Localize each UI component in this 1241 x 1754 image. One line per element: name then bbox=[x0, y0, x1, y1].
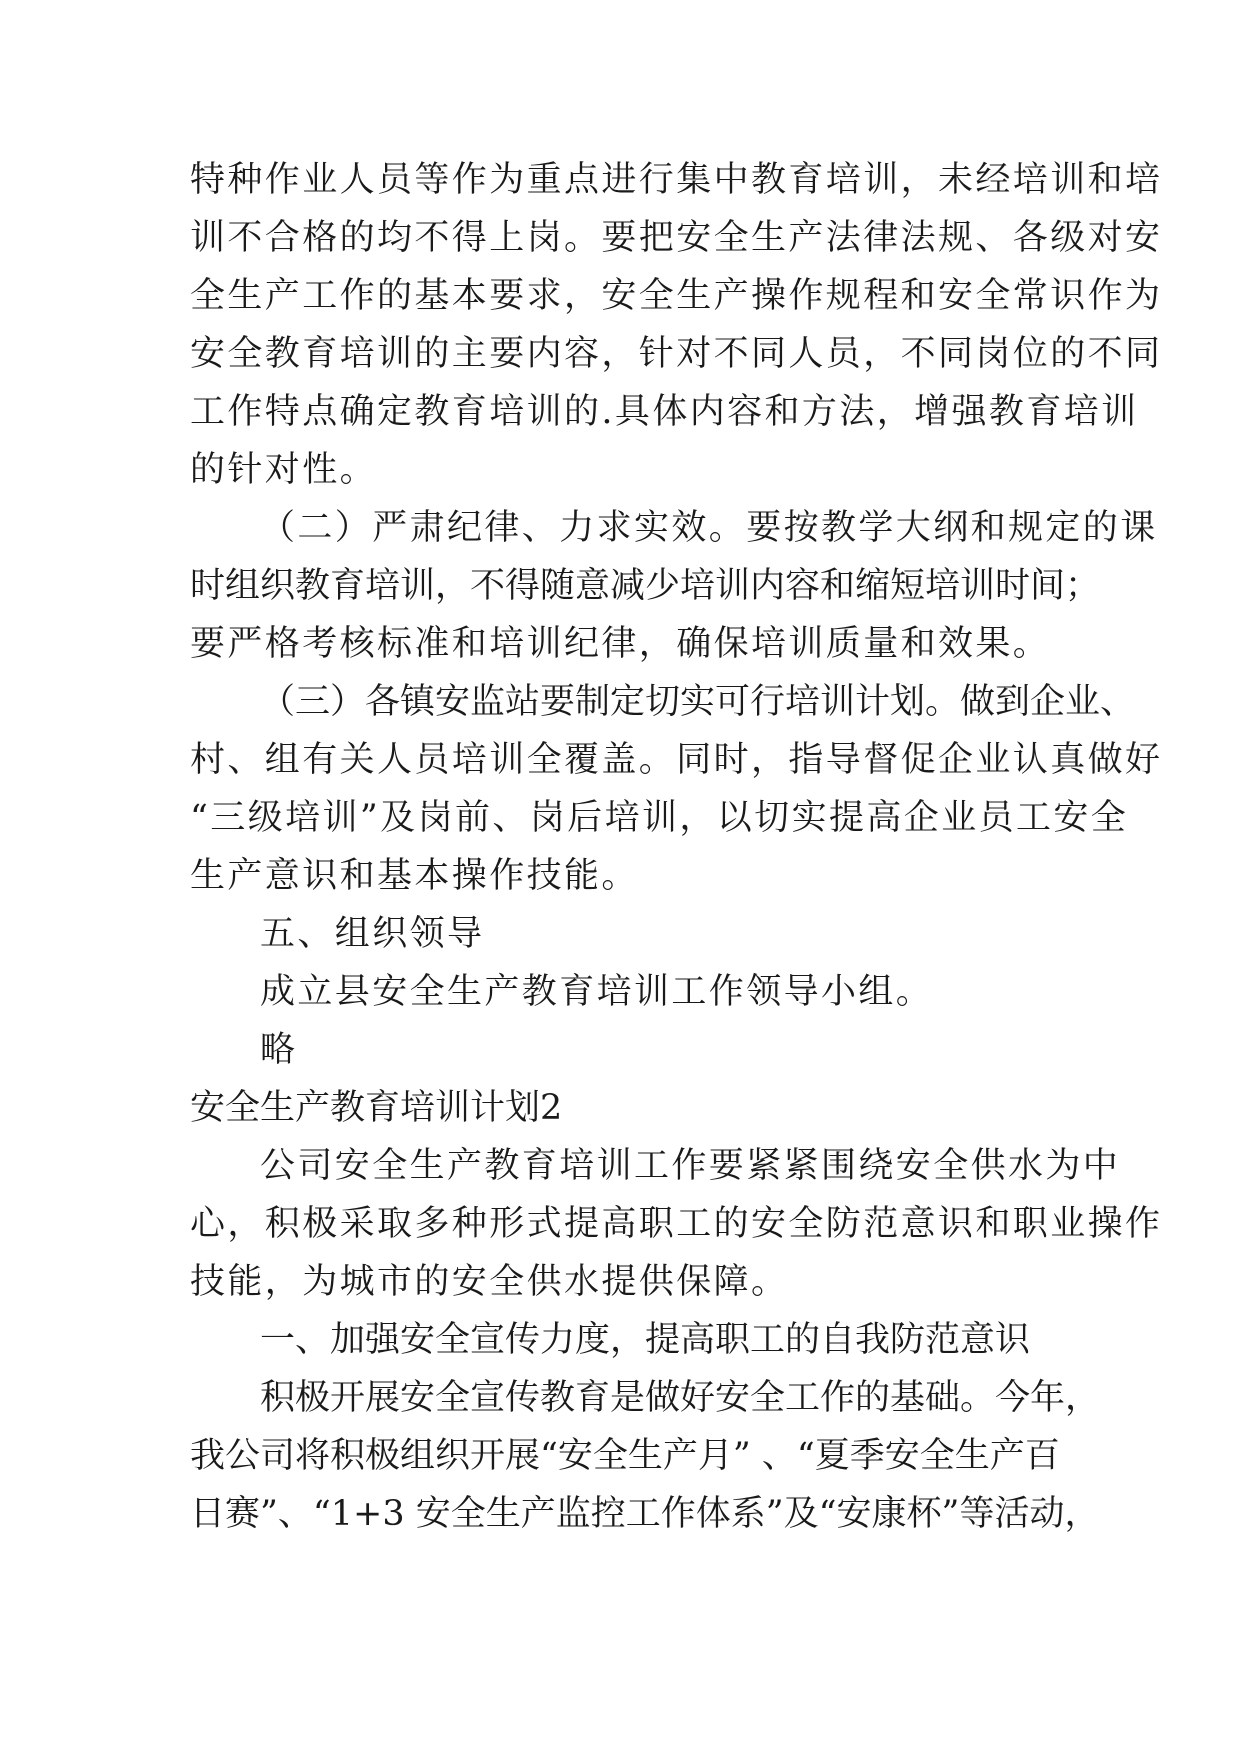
body-text-line: 的针对性。 bbox=[190, 450, 378, 490]
body-text-line: 全生产工作的基本要求，安全生产操作规程和安全常识作为 bbox=[190, 276, 1163, 316]
body-text-line: 心，积极采取多种形式提高职工的安全防范意识和职业操作 bbox=[190, 1204, 1163, 1244]
body-text-line: 生产意识和基本操作技能。 bbox=[190, 856, 639, 896]
section-two-heading-line: （二）严肃纪律、力求实效。要按教学大纲和规定的课 bbox=[260, 508, 1158, 548]
body-text-line: 特种作业人员等作为重点进行集中教育培训，未经培训和培 bbox=[190, 160, 1163, 200]
body-text-line: “三级培训”及岗前、岗后培训，以切实提高企业员工安全 bbox=[190, 798, 1129, 838]
body-text-line: 公司安全生产教育培训工作要紧紧围绕安全供水为中 bbox=[260, 1146, 1121, 1186]
section-three-heading-line: （三）各镇安监站要制定切实可行培训计划。做到企业、 bbox=[260, 682, 1136, 722]
body-text-line: 要严格考核标准和培训纪律，确保培训质量和效果。 bbox=[190, 624, 1051, 664]
section-five-heading: 五、组织领导 bbox=[260, 914, 485, 954]
body-text-line: 时组织教育培训，不得随意减少培训内容和缩短培训时间； bbox=[190, 566, 1101, 606]
body-text-line: 日赛”、“1+3 安全生产监控工作体系”及“安康杯”等活动， bbox=[190, 1494, 1100, 1534]
body-text-line: 训不合格的均不得上岗。要把安全生产法律法规、各级对安 bbox=[190, 218, 1163, 258]
body-text-line: 积极开展安全宣传教育是做好安全工作的基础。今年， bbox=[260, 1378, 1101, 1418]
body-text-line: 技能，为城市的安全供水提供保障。 bbox=[190, 1262, 789, 1302]
body-text-line: 略 bbox=[260, 1030, 298, 1070]
section-one-heading: 一、加强安全宣传力度，提高职工的自我防范意识 bbox=[260, 1320, 1031, 1360]
body-text-line: 成立县安全生产教育培训工作领导小组。 bbox=[260, 972, 934, 1012]
body-text-line: 工作特点确定教育培训的.具体内容和方法，增强教育培训 bbox=[190, 392, 1139, 432]
plan-two-title: 安全生产教育培训计划2 bbox=[190, 1088, 563, 1128]
body-text-line: 安全教育培训的主要内容，针对不同人员，不同岗位的不同 bbox=[190, 334, 1163, 374]
body-text-line: 村、组有关人员培训全覆盖。同时，指导督促企业认真做好 bbox=[190, 740, 1163, 780]
body-text-line: 我公司将积极组织开展“安全生产月” 、“夏季安全生产百 bbox=[190, 1436, 1060, 1476]
